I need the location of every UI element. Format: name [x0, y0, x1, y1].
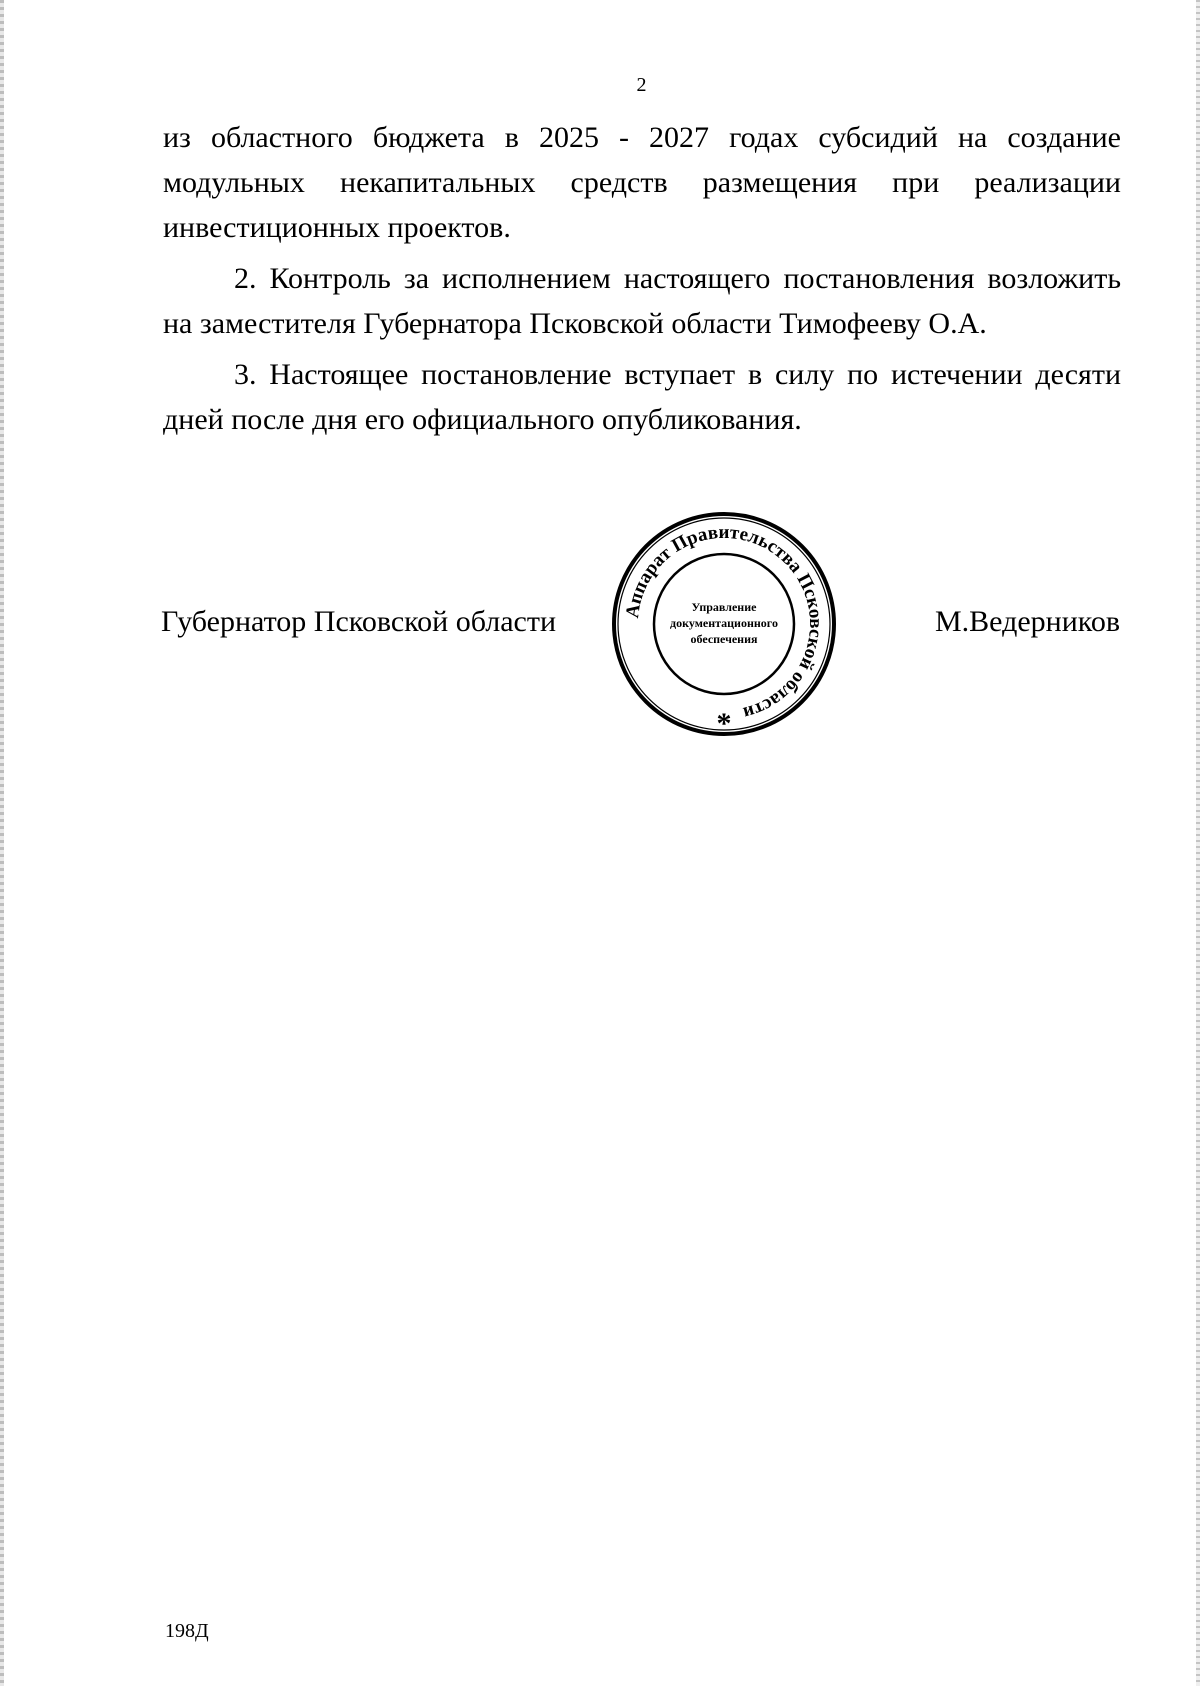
seal-outer-text: Аппарат Правительства Псковской области [622, 521, 827, 724]
seal-star: * [716, 707, 732, 738]
page-number: 2 [636, 74, 647, 96]
document-code: 198Д [165, 1620, 209, 1642]
document-body [163, 115, 1121, 448]
seal-inner-line-1: Управление [691, 600, 757, 614]
paragraph-2: 2. Контроль за исполнением настоящего постановления возложить на заместителя Губернатора Псковской области Тимофееву О.А. [163, 262, 1121, 340]
official-seal [610, 510, 838, 738]
signatory-name: М.Ведерников [934, 605, 1120, 638]
signatory-position: Губернатор Псковской области [161, 605, 557, 638]
seal-inner-line-2: документационного [670, 616, 778, 630]
paragraph-continuation: из областного бюджета в 2025 - 2027 годах субсидий на создание модульных некапитальных средств размещения при реализации инвестиционных проектов. [163, 121, 1121, 244]
scan-edge-left [0, 0, 4, 1686]
scan-edge-right [1196, 0, 1200, 1686]
seal-inner-line-3: обеспечения [690, 632, 758, 646]
paragraph-3: 3. Настоящее постановление вступает в силу по истечении десяти дней после дня его официального опубликования. [163, 358, 1121, 436]
